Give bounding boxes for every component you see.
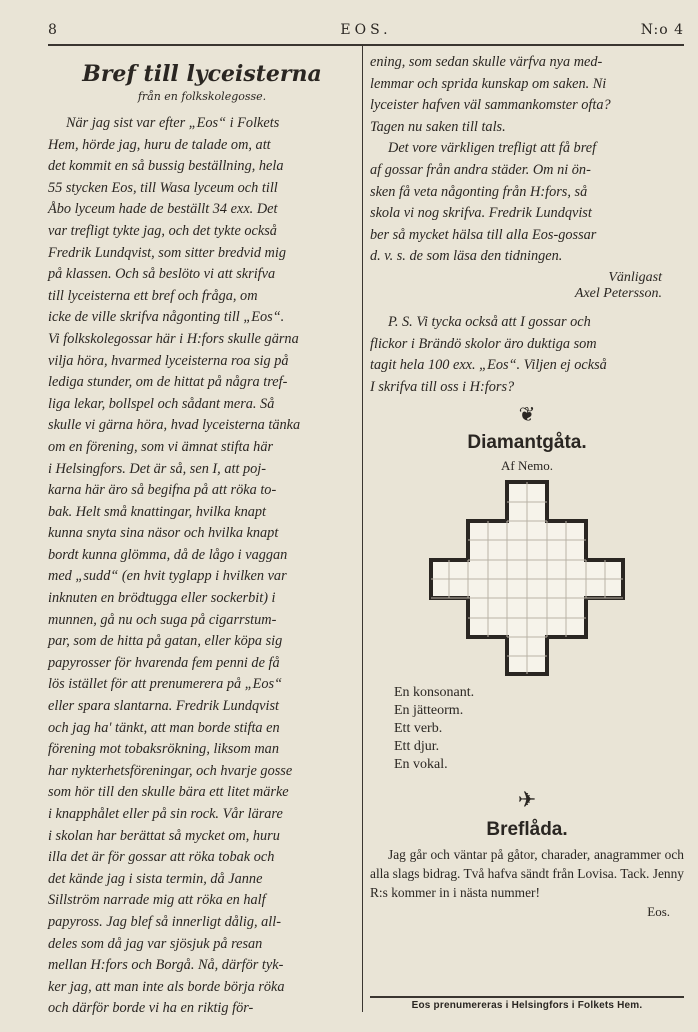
text-line: har nykterhetsföreningar, och hvarje gosse xyxy=(48,762,293,779)
text-line: lös istället för att prenumerera på „Eos“ xyxy=(48,676,283,693)
text-line: det kände jag i sista termin, då Janne xyxy=(48,870,263,887)
article-body xyxy=(48,113,356,1020)
text-line: i skolan har berättat så mycket om, huru xyxy=(48,827,280,844)
text-line: 55 stycken Eos, till Wasa lyceum och till xyxy=(48,179,278,196)
text-line: P. S. Vi tycka också att I gossar och xyxy=(388,313,591,330)
text-line: par, som de hitta på gatan, eller köpa sig xyxy=(48,633,283,650)
text-line: vilja höra, hvarmed lyceisterna roa sig på xyxy=(48,352,289,369)
text-line: förening mot tobaksrökning, liksom man xyxy=(48,741,279,758)
article-title: Bref till lyceisterna xyxy=(82,61,322,87)
text-line: lediga stunder, om de hittat på några tref- xyxy=(48,374,288,391)
page-number: 8 xyxy=(48,22,58,38)
text-line: om en förening, som vi ämnat stifta här xyxy=(48,438,274,455)
text-line: kunna snyta sina näsor och hvilka knapt xyxy=(48,525,279,542)
text-line: papyrosser för hvarenda fem penni de få xyxy=(48,654,280,671)
text-line: och därför borde vi ha en riktig för- xyxy=(48,1000,254,1017)
text-line: liga lekar, bollspel och sådant mera. Så xyxy=(48,395,275,412)
publication-title: EOS. xyxy=(340,22,392,38)
clue: En konsonant. xyxy=(394,685,475,701)
text-line: var trefligt tykte jag, och det tykte också xyxy=(48,222,277,239)
text-line: af gossar från andra städer. Om ni ön- xyxy=(370,161,591,178)
text-line: flickor i Brändö skolor äro duktiga som xyxy=(370,335,597,352)
closing: Vänligast xyxy=(608,269,662,285)
text-line: lyceister hafven väl sammankomster ofta? xyxy=(370,97,611,114)
text-line: på klassen. Och så beslöto vi att skrifva xyxy=(48,266,276,283)
text-line: lemmar och sprida kunskap om saken. Ni xyxy=(370,75,607,92)
right-column xyxy=(370,52,684,920)
text-line: Hem, hörde jag, huru de talade om, att xyxy=(48,136,271,153)
clue: En jätteorm. xyxy=(394,703,464,719)
text-line: deles som då jag var sjösjuk på resan xyxy=(48,935,263,952)
text-line: illa det är för gossar att röka tobak och xyxy=(48,849,275,866)
article-continuation xyxy=(370,52,684,268)
puzzle-clues xyxy=(394,684,684,774)
text-line: mellan H:fors och Borgå. Nå, därför tyk- xyxy=(48,957,284,974)
text-line: Vi folkskolegossar här i H:fors skulle gärna xyxy=(48,330,299,347)
text-line: inknuten en brödtugga eller sockerbit) i xyxy=(48,590,276,607)
text-line: ker jag, att man inte als borde börja röka xyxy=(48,978,285,995)
text-line: Det vore värkligen trefligt att få bref xyxy=(388,140,597,157)
text-line: Tagen nu saken till tals. xyxy=(370,118,506,135)
issue-number: N:o 4 xyxy=(640,22,684,38)
mailbox-title: Breflåda. xyxy=(486,819,568,841)
text-line: sken få veta någonting från H:fors, så xyxy=(370,183,588,200)
text-line: munnen, gå nu och suga på cigarrstum- xyxy=(48,611,277,628)
text-line: ening, som sedan skulle värfva nya med- xyxy=(370,54,603,70)
text-line: bak. Helt små knattingar, hvilka knapt xyxy=(48,503,266,520)
puzzle-title: Diamantgåta. xyxy=(467,432,587,454)
text-line: skola vi nog skrifva. Fredrik Lundqvist xyxy=(370,205,592,222)
text-line: som hör till den skulle bära ett litet märke xyxy=(48,784,289,801)
left-column xyxy=(48,60,356,1020)
bird-icon: ✈ xyxy=(517,788,537,814)
text-line: eller spara slantarna. Fredrik Lundqvist xyxy=(48,698,279,715)
article-subtitle: från en folkskolegosse. xyxy=(137,90,267,103)
text-line: d. v. s. de som läsa den tidningen. xyxy=(370,248,563,265)
text-line: i knapphålet eller på sin rock. Vår lärare xyxy=(48,806,283,822)
ornament-icon: ❦ xyxy=(518,402,536,427)
postscript xyxy=(370,312,684,398)
puzzle-author: Af Nemo. xyxy=(501,458,553,474)
text-line: icke de ville skrifva någonting till „Eos“. xyxy=(48,309,285,326)
clue: Ett djur. xyxy=(394,739,440,755)
diamond-puzzle-grid xyxy=(429,480,625,676)
text-line: papyross. Jag blef så innerligt dålig, all- xyxy=(48,913,281,930)
mailbox-text: Jag går och väntar på gåtor, charader, anagrammer och alla slags bidrag. Två hafva sändt från Lovisa. Tack. Jenny R:s kommer in i nästa nummer! xyxy=(370,847,684,901)
text-line: bordt kunna glömma, då de lågo i vaggan xyxy=(48,546,288,563)
subscription-footer: Eos prenumereras i Helsingfors i Folkets Hem. xyxy=(370,996,684,1011)
text-line: med „sudd“ (en hvit tyglapp i hvilken var xyxy=(48,568,287,585)
text-line: karna här äro så begifna på att röka to- xyxy=(48,482,277,499)
signature: Axel Petersson. xyxy=(574,285,662,301)
text-line: och jag ha' tänkt, att man borde stifta en xyxy=(48,719,280,736)
mailbox-signature: Eos. xyxy=(647,904,670,920)
text-line: det kommit en så bussig beställning, hela xyxy=(48,158,284,175)
text-line: ber så mycket hälsa till alla Eos-gossar xyxy=(370,226,597,243)
page-header xyxy=(48,18,684,44)
header-rule xyxy=(48,44,684,46)
text-line: Fredrik Lundqvist, som sitter bredvid mig xyxy=(48,244,286,261)
text-line: till lyceisterna ett bref och fråga, om xyxy=(48,287,258,304)
text-line: I skrifva till oss i H:fors? xyxy=(370,378,515,395)
text-line: Sillström narrade mig att röka en half xyxy=(48,892,266,909)
clue: En vokal. xyxy=(394,757,448,773)
text-line: skulle vi gärna höra, hvad lyceisterna tänka xyxy=(48,417,301,434)
text-line: tagit hela 100 exx. „Eos“. Viljen ej också xyxy=(370,357,607,374)
clue: Ett verb. xyxy=(394,721,443,737)
text-line: När jag sist var efter „Eos“ i Folkets xyxy=(66,115,280,131)
text-line: Åbo lyceum hade de beställt 34 exx. Det xyxy=(48,201,278,218)
column-divider xyxy=(362,46,363,1012)
text-line: i Helsingfors. Det är så, sen I, att poj- xyxy=(48,460,267,477)
